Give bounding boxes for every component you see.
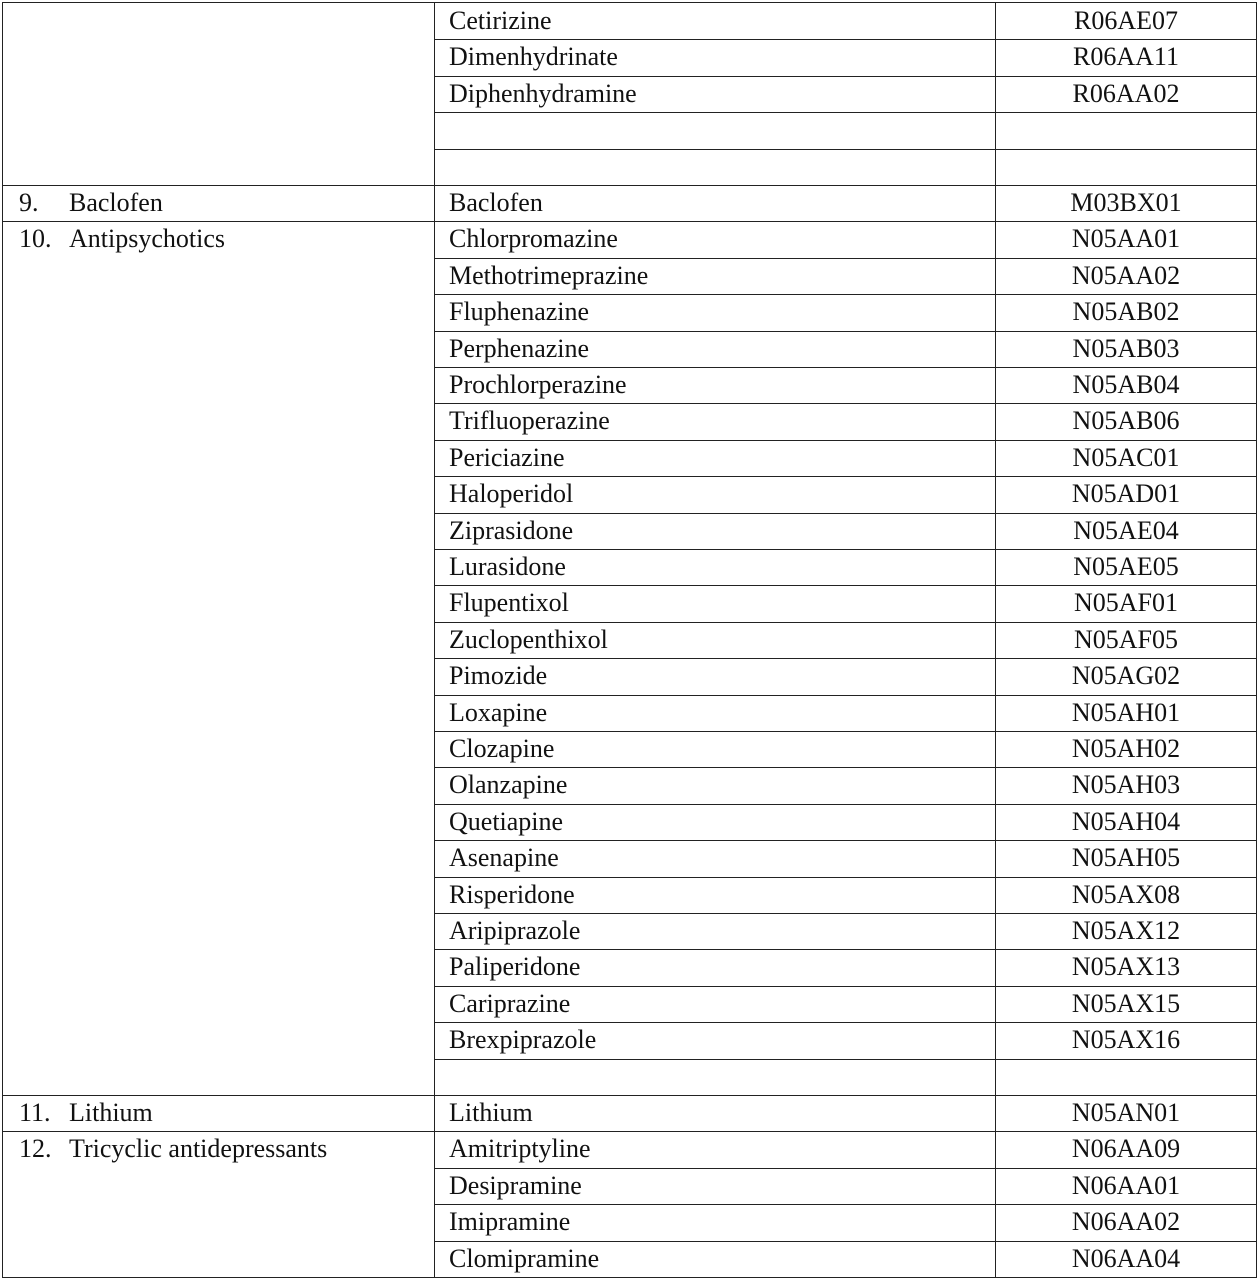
drug-name-cell: Fluphenazine (449, 297, 590, 327)
drug-name-cell: Lithium (449, 1098, 533, 1127)
atc-code-cell (996, 112, 1256, 148)
atc-code-cell: N05AF05 (1073, 624, 1178, 654)
category-number: 12. (19, 1134, 52, 1164)
drug-name-cell: Asenapine (449, 843, 559, 873)
drug-name-cell: Aripiprazole (449, 916, 581, 945)
category-cell (19, 1095, 153, 1131)
atc-code-cell: N05AX16 (1071, 1025, 1181, 1055)
drug-name-cell: Loxapine (449, 697, 548, 727)
drug-name-cell: Amitriptyline (449, 1134, 591, 1164)
atc-code-cell: R06AA11 (1073, 42, 1179, 72)
atc-code-cell: N05AH04 (1071, 806, 1181, 836)
drug-atc-table (2, 2, 1257, 1278)
category-label: Antipsychotics (69, 224, 225, 254)
atc-code-cell: N06AA04 (1071, 1243, 1181, 1273)
atc-code-cell: N05AC01 (1072, 442, 1180, 472)
drug-name-cell: Ziprasidone (449, 515, 574, 545)
drug-name-cell: Cariprazine (449, 988, 571, 1018)
drug-name-cell: Prochlorperazine (449, 370, 627, 399)
atc-code-cell: N05AB04 (1072, 370, 1180, 399)
atc-code-cell: N05AH05 (1071, 843, 1181, 873)
drug-name-cell: Baclofen (449, 188, 543, 217)
drug-name-cell: Flupentixol (449, 588, 569, 618)
atc-code-cell: N05AE04 (1073, 515, 1179, 545)
atc-code-cell: R06AA02 (1072, 78, 1180, 108)
atc-code-cell: N05AB02 (1072, 297, 1180, 327)
drug-name-cell: Quetiapine (449, 806, 564, 836)
category-cell (19, 185, 163, 221)
atc-code-cell: N05AA01 (1071, 224, 1181, 254)
atc-code-cell (996, 1059, 1256, 1095)
atc-code-cell (996, 149, 1256, 185)
category-label: Baclofen (69, 188, 163, 217)
atc-code-cell: N06AA02 (1071, 1207, 1181, 1237)
atc-code-cell: N05AA02 (1071, 260, 1181, 290)
atc-code-cell: N05AD01 (1071, 479, 1181, 509)
atc-code-cell: N05AB06 (1072, 406, 1180, 436)
drug-name-cell: Olanzapine (449, 770, 568, 800)
atc-code-cell: N06AA01 (1071, 1170, 1181, 1200)
drug-name-cell: Imipramine (449, 1207, 571, 1237)
category-number: 10. (19, 224, 52, 254)
drug-name-cell: Chlorpromazine (449, 224, 618, 254)
drug-name-cell: Paliperidone (449, 952, 581, 982)
category-cell (19, 1131, 327, 1167)
atc-code-cell: M03BX01 (1070, 188, 1182, 217)
atc-code-cell: N05AX15 (1071, 988, 1181, 1018)
drug-name-cell: Desipramine (449, 1170, 582, 1200)
atc-code-cell: N05AG02 (1071, 661, 1181, 691)
column-divider (434, 3, 435, 1277)
drug-name-cell: Periciazine (449, 442, 565, 472)
atc-code-cell: N05AE05 (1073, 552, 1179, 581)
drug-name-cell: Haloperidol (449, 479, 574, 509)
drug-name-cell: Trifluoperazine (449, 406, 610, 436)
drug-name-cell: Lurasidone (449, 552, 566, 581)
drug-name-cell: Methotrimeprazine (449, 260, 649, 290)
drug-name-cell: Pimozide (449, 661, 548, 691)
drug-name-cell: Clomipramine (449, 1243, 600, 1273)
drug-name-cell: Cetirizine (449, 6, 552, 35)
atc-code-cell: N05AH03 (1071, 770, 1181, 800)
category-label: Lithium (69, 1098, 153, 1127)
drug-name-cell: Diphenhydramine (449, 78, 637, 108)
category-number: 11. (19, 1098, 51, 1127)
atc-code-cell: N05AF01 (1073, 588, 1178, 618)
atc-code-cell: R06AE07 (1074, 6, 1178, 35)
category-label: Tricyclic antidepressants (69, 1134, 328, 1164)
drug-name-cell: Risperidone (449, 879, 575, 909)
atc-code-cell: N05AX08 (1071, 879, 1181, 909)
drug-name-cell: Clozapine (449, 734, 555, 763)
category-cell (19, 221, 225, 257)
drug-name-cell: Brexpiprazole (449, 1025, 597, 1055)
atc-code-cell: N06AA09 (1071, 1134, 1181, 1164)
drug-name-cell: Zuclopenthixol (449, 624, 608, 654)
atc-code-cell: N05AX13 (1071, 952, 1181, 982)
atc-code-cell: N05AN01 (1071, 1098, 1181, 1127)
atc-code-cell: N05AH02 (1071, 734, 1181, 763)
drug-name-cell: Dimenhydrinate (449, 42, 618, 72)
atc-code-cell: N05AB03 (1072, 333, 1180, 363)
category-number: 9. (19, 188, 39, 217)
atc-code-cell: N05AH01 (1071, 697, 1181, 727)
atc-code-cell: N05AX12 (1071, 916, 1181, 945)
drug-name-cell: Perphenazine (449, 333, 590, 363)
